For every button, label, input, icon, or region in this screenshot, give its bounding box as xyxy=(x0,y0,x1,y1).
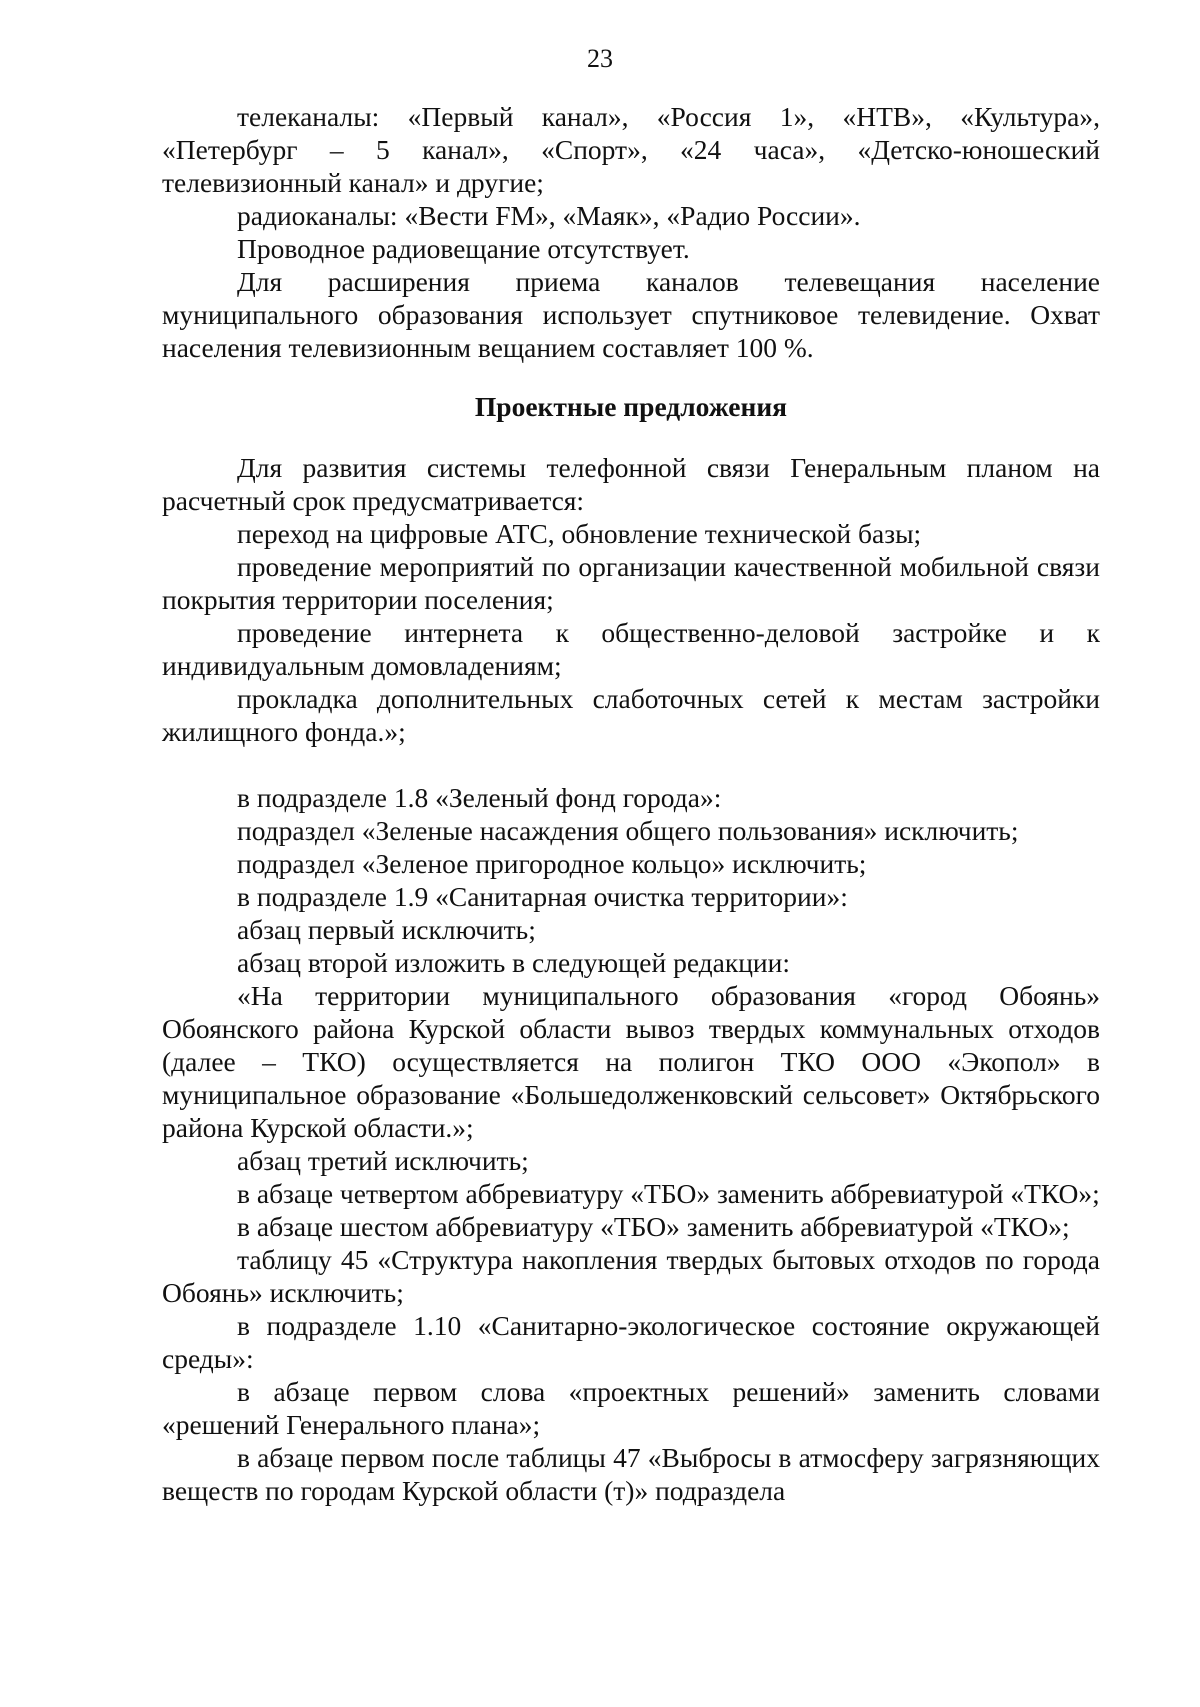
paragraph-satellite-tv: Для расширения приема каналов телевещания население муниципального образования использует спутниковое телевидение. Охват населения телевизионным вещанием составляет 100 %. xyxy=(162,266,1100,363)
amendment-item: в подразделе 1.8 «Зеленый фонд города»: xyxy=(237,782,722,813)
amendment-item: подраздел «Зеленое пригородное кольцо» исключить; xyxy=(237,848,867,879)
paragraph-internet: проведение интернета к общественно-деловой застройке и к индивидуальным домовладениям; xyxy=(162,617,1100,681)
paragraph-low-current-networks: прокладка дополнительных слаботочных сетей к местам застройки жилищного фонда.»; xyxy=(162,683,1100,747)
amendment-item: в абзаце первом после таблицы 47 «Выбросы в атмосферу загрязняющих веществ по городам Курской области (т)» подраздела xyxy=(162,1442,1100,1506)
amendment-item: в подразделе 1.9 «Санитарная очистка территории»: xyxy=(237,881,848,912)
page-number: 23 xyxy=(587,44,613,73)
amendment-item: подраздел «Зеленые насаждения общего пользования» исключить; xyxy=(237,815,1019,846)
paragraph-digital-ats: переход на цифровые АТС, обновление технической базы; xyxy=(237,518,922,549)
amendment-item: «На территории муниципального образования «город Обоянь» Обоянского района Курской области вывоз твердых коммунальных отходов (далее – ТКО) осуществляется на полигон ТКО ООО «Экопол» в муниципальное образование «Большедолженковский сельсовет» Октябрьского района Курской области.»; xyxy=(162,980,1100,1143)
paragraph-wired-radio: Проводное радиовещание отсутствует. xyxy=(237,233,690,264)
amendment-item: в абзаце шестом аббревиатуру «ТБО» заменить аббревиатурой «ТКО»; xyxy=(237,1211,1070,1242)
amendment-item: в подразделе 1.10 «Санитарно-экологическое состояние окружающей среды»: xyxy=(162,1310,1100,1374)
amendment-item: таблицу 45 «Структура накопления твердых бытовых отходов по города Обоянь» исключить; xyxy=(162,1244,1100,1308)
paragraph-radio-channels: радиоканалы: «Вести FM», «Маяк», «Радио России». xyxy=(237,200,861,231)
paragraph-mobile-coverage: проведение мероприятий по организации качественной мобильной связи покрытия территории поселения; xyxy=(162,551,1100,615)
amendment-item: абзац третий исключить; xyxy=(237,1145,529,1176)
amendment-item: в абзаце четвертом аббревиатуру «ТБО» заменить аббревиатурой «ТКО»; xyxy=(237,1178,1100,1209)
paragraph-tv-channels: телеканалы: «Первый канал», «Россия 1», «НТВ», «Культура», «Петербург – 5 канал», «Спорт», «24 часа», «Детско-юношеский телевизионный канал» и другие; xyxy=(162,101,1100,198)
amendment-item: абзац первый исключить; xyxy=(237,914,536,945)
paragraph-phone-development: Для развития системы телефонной связи Генеральным планом на расчетный срок предусматривается: xyxy=(162,452,1100,516)
document-body xyxy=(162,100,1100,1507)
amendment-item: абзац второй изложить в следующей редакции: xyxy=(237,947,791,978)
section-heading: Проектные предложения xyxy=(474,391,788,422)
amendment-item: в абзаце первом слова «проектных решений» заменить словами «решений Генерального плана»; xyxy=(162,1376,1100,1440)
